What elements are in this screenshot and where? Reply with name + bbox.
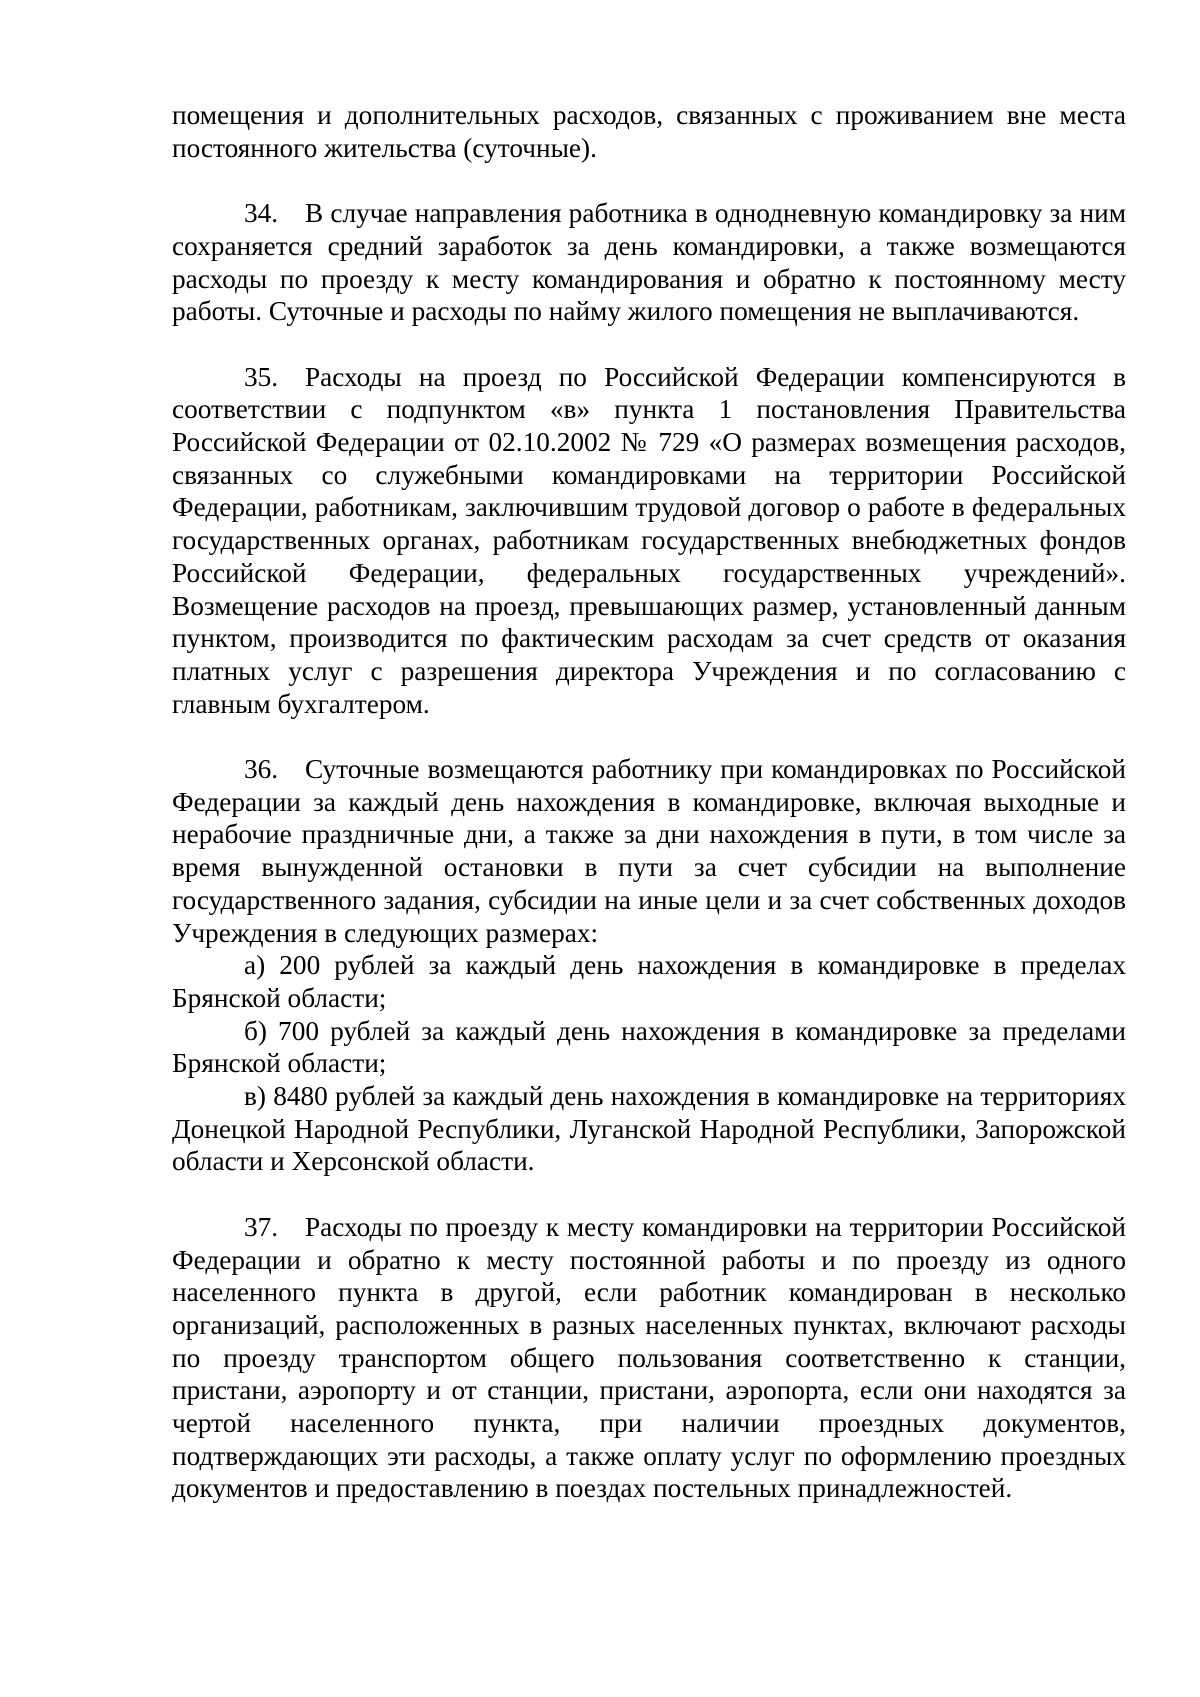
clause-36-item-a: а) 200 рублей за каждый день нахождения в командировке в пределах Брянской области; [172, 950, 1126, 1013]
clause-37 [172, 1211, 1126, 1505]
clause-number: 37. [244, 1211, 279, 1242]
clause-text: Суточные возмещаются работнику при командировках по Российской Федерации за каждый день нахождения в командировке, включая выходные и нерабочие праздничные дни, а также за дни нахождения в пути, в том числе за время вынужденной остановки в пути за счет субсидии на выполнение государственного задания, субсидии на иные цели и за счет собственных доходов Учреждения в следующих размерах: [172, 754, 1126, 948]
clause-36 [172, 753, 1126, 949]
clause-text: Расходы по проезду к месту командировки на территории Российской Федерации и обратно к месту постоянной работы и по проезду из одного населенного пункта в другой, если работник командирован в несколько организаций, расположенных в разных населенных пунктах, включают расходы по проезду транспортом общего пользования соответственно к станции, пристани, аэропорту и от станции, пристани, аэропорта, если они находятся за чертой населенного пункта, при наличии проездных документов, подтверждающих эти расходы, а также оплату услуг по оформлению проездных документов и предоставлению в поездах постельных принадлежностей. [172, 1211, 1126, 1504]
clause-number: 34. [244, 198, 279, 229]
continuation-paragraph: помещения и дополнительных расходов, связанных с проживанием вне места постоянного жительства (суточные). [172, 100, 1126, 163]
clause-text: Расходы на проезд по Российской Федерации компенсируются в соответствии с подпунктом «в» пункта 1 постановления Правительства Российской Федерации от 02.10.2002 № 729 «О размерах возмещения расходов, связанных со служебными командировками на территории Российской Федерации, работникам, заключившим трудовой договор о работе в федеральных государственных органах, работникам государственных внебюджетных фондов Российской Федерации, федеральных государственных учреждений». Возмещение расходов на проезд, превышающих размер, установленный данным пунктом, производится по фактическим расходам за счет средств от оказания платных услуг с разрешения директора Учреждения и по согласованию с главным бухгалтером. [172, 361, 1126, 719]
clause-36-item-c: в) 8480 рублей за каждый день нахождения в командировке на территориях Донецкой Народной Республики, Луганской Народной Республики, Запорожской области и Херсонской области. [172, 1081, 1126, 1177]
clause-number: 36. [244, 754, 279, 785]
clause-number: 35. [244, 361, 279, 392]
clause-34 [172, 197, 1126, 328]
clause-text: В случае направления работника в однодневную командировку за ним сохраняется средний заработок за день командировки, а также возмещаются расходы по проезду к месту командирования и обратно к постоянному месту работы. Суточные и расходы по найму жилого помещения не выплачиваются. [172, 198, 1126, 327]
document-body [172, 99, 1126, 1505]
clause-35 [172, 361, 1126, 721]
clause-36-item-b: б) 700 рублей за каждый день нахождения в командировке за пределами Брянской области; [172, 1015, 1126, 1079]
